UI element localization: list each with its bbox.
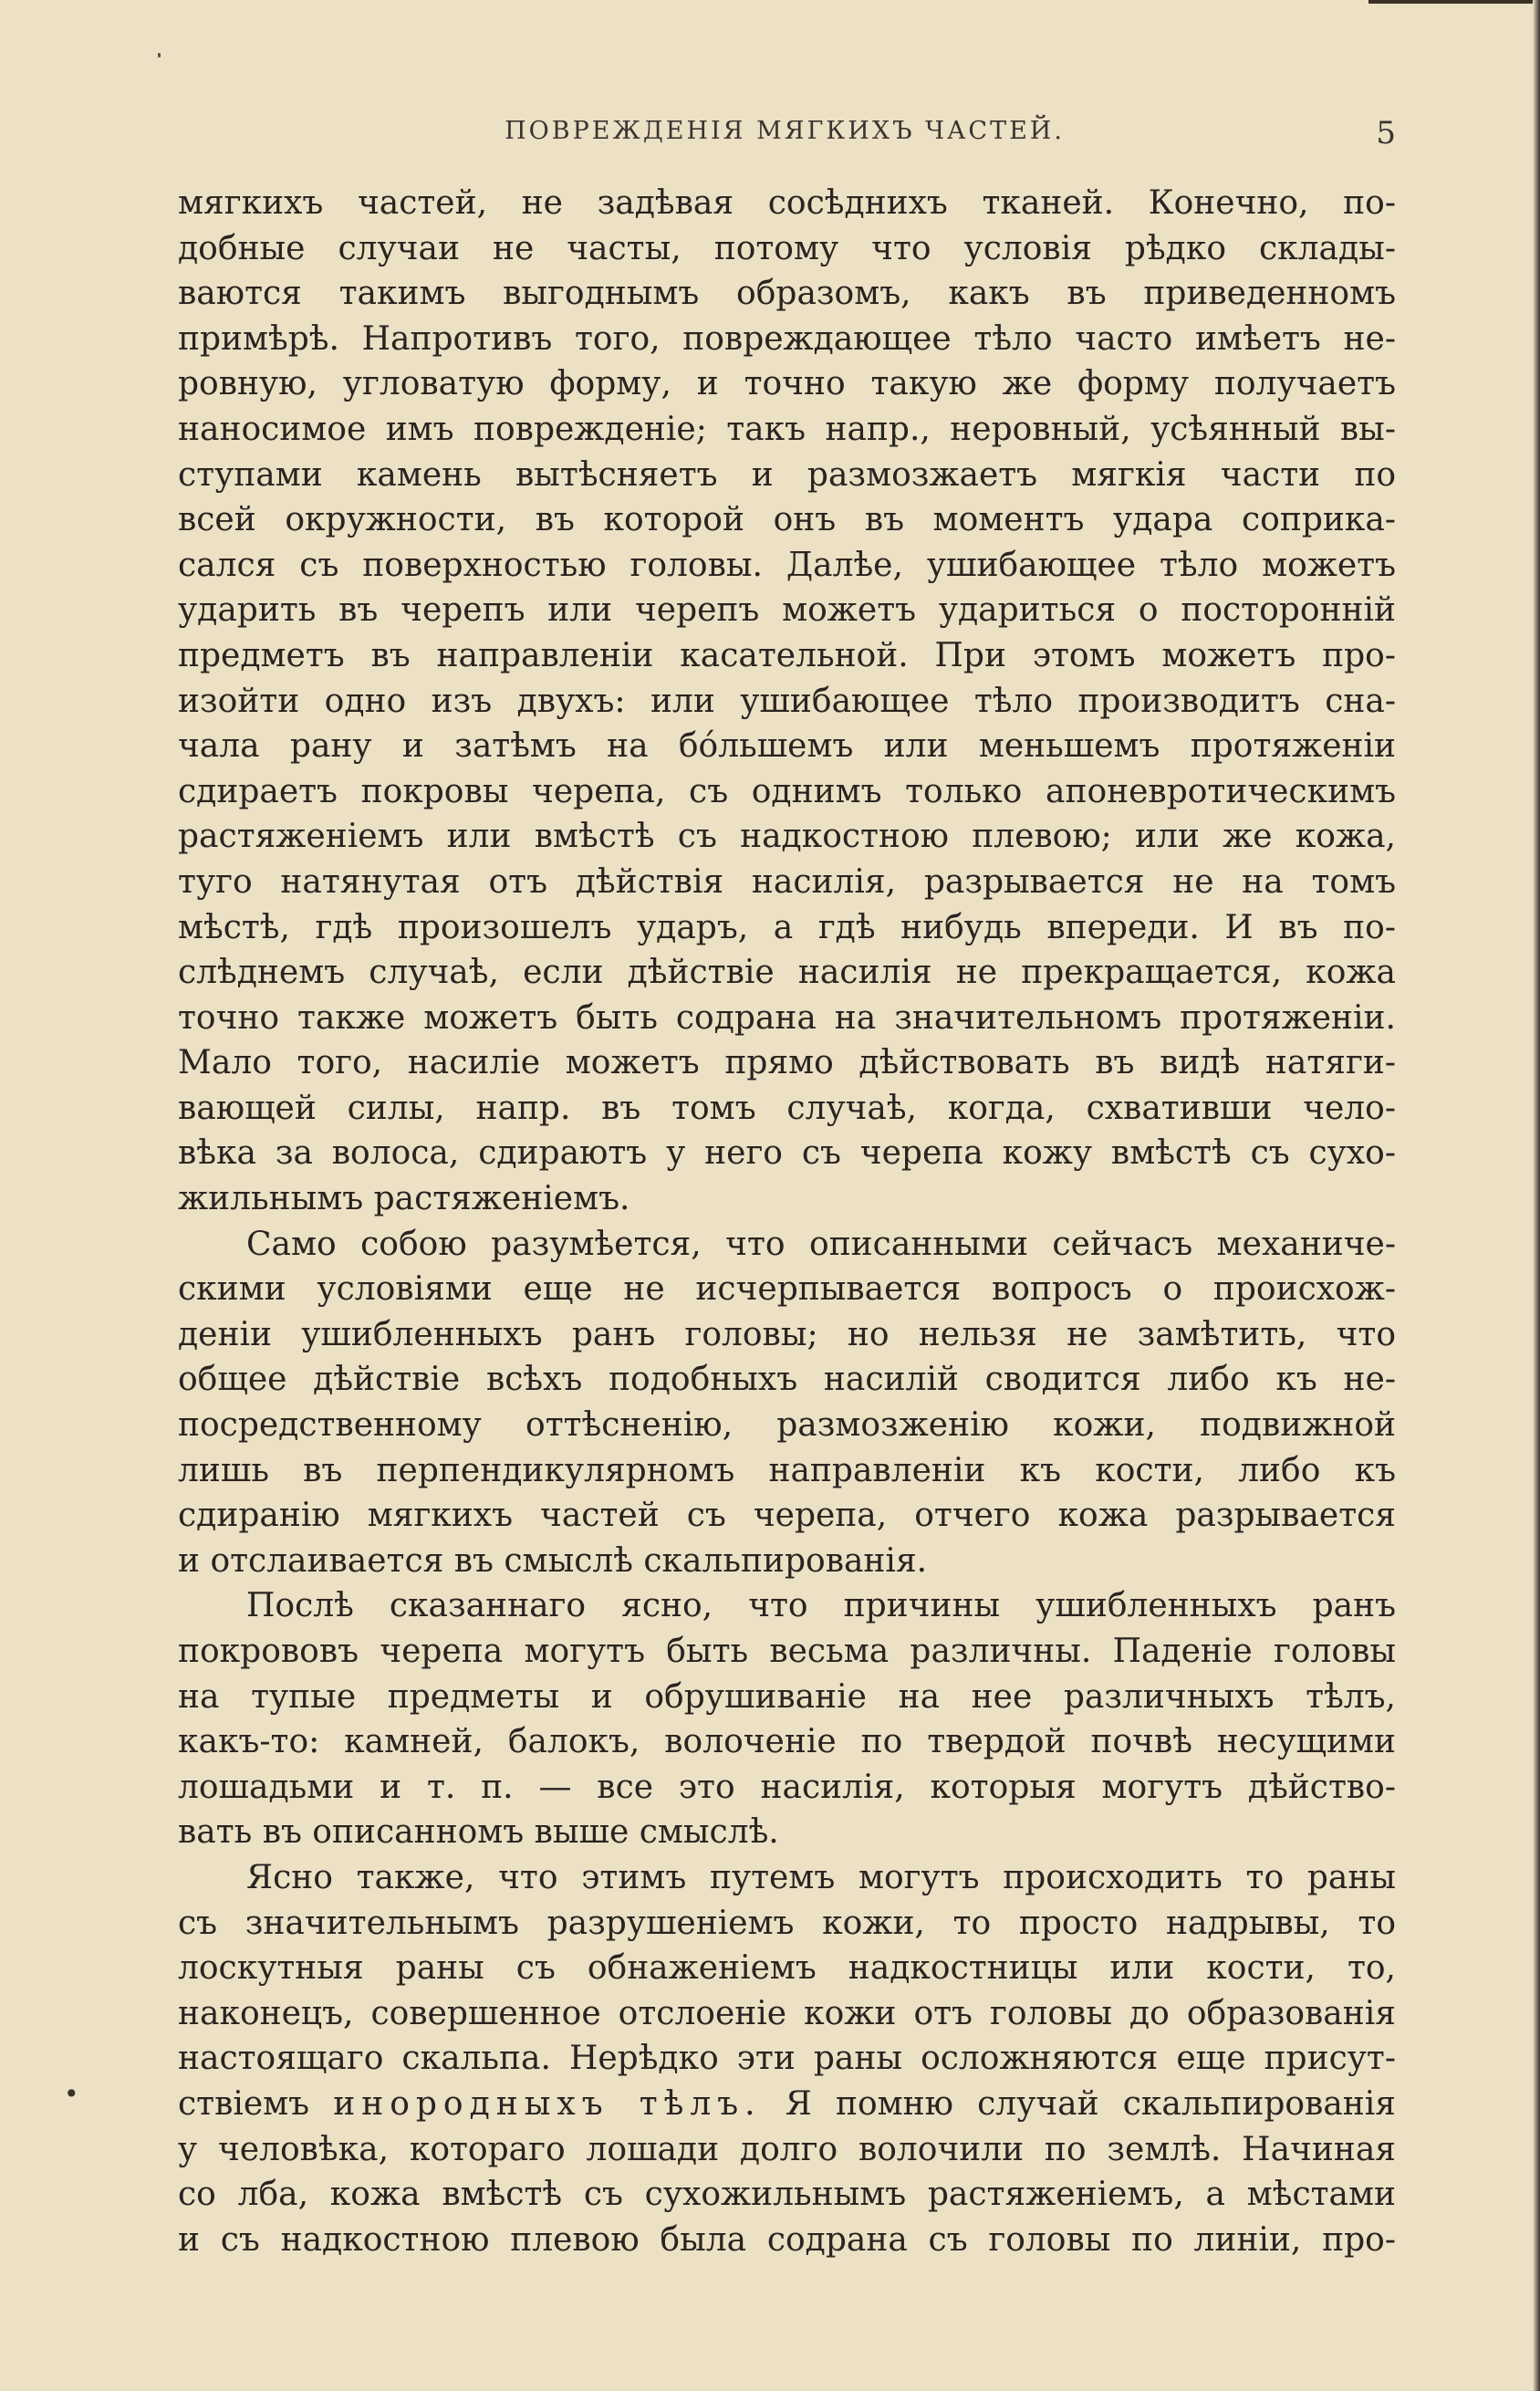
- text-line: ваются такимъ выгоднымъ образомъ, какъ въ приведенномъ: [178, 275, 1396, 313]
- text-line: скими условіями еще не исчерпывается вопросъ о происхож-: [178, 1270, 1396, 1309]
- text-line: сался съ поверхностью головы. Далѣе, ушибающее тѣло можетъ: [178, 546, 1396, 584]
- page-edge-right: [1533, 0, 1540, 2391]
- emphasized-phrase: инородныхъ тѣлъ.: [333, 2084, 762, 2123]
- text-line-with-emphasis: [178, 2082, 1396, 2127]
- paragraph-start-line: Ясно также, что этимъ путемъ могутъ происходить то раны: [246, 1858, 1396, 1896]
- text-line: со лба, кожа вмѣстѣ съ сухожильнымъ растяженіемъ, а мѣстами: [178, 2176, 1396, 2214]
- text-line: лошадьми и т. п. — все это насилія, которыя могутъ дѣйство-: [178, 1768, 1396, 1806]
- page-number: 5: [1376, 115, 1396, 151]
- paragraph-end-line: и отслаивается въ смыслѣ скальпированія.: [178, 1541, 928, 1580]
- text-line: на тупые предметы и обрушиваніе на нее различныхъ тѣлъ,: [178, 1677, 1396, 1716]
- text-line: деніи ушибленныхъ ранъ головы; но нельзя не замѣтить, что: [178, 1315, 1396, 1353]
- text-line: наносимое имъ поврежденіе; такъ напр., неровный, усѣянный вы-: [178, 410, 1396, 448]
- text-line: сдиранію мягкихъ частей съ черепа, отчего кожа разрывается: [178, 1497, 1396, 1535]
- text-line: покрововъ черепа могутъ быть весьма различны. Паденіе головы: [178, 1633, 1396, 1670]
- paragraph-end-line: вать въ описанномъ выше смыслѣ.: [178, 1813, 779, 1852]
- text-line: предметъ въ направленіи касательной. При этомъ можетъ про-: [178, 636, 1396, 674]
- text-line: у человѣка, котораго лошади долго волочили по землѣ. Начиная: [178, 2130, 1396, 2168]
- text-line: какъ-то: камней, балокъ, волоченіе по твердой почвѣ несущими: [178, 1723, 1396, 1761]
- body-text: [178, 181, 1396, 2262]
- text-line: наконецъ, совершенное отслоеніе кожи отъ головы до образованія: [178, 1994, 1396, 2032]
- text-line: слѣднемъ случаѣ, если дѣйствіе насилія не прекращается, кожа: [178, 954, 1396, 992]
- text-line: вѣка за волоса, сдираютъ у него съ черепа кожу вмѣстѣ съ сухо-: [178, 1134, 1396, 1173]
- page-header: [173, 117, 1396, 153]
- text-line: добные случаи не часты, потому что условія рѣдко склады-: [178, 229, 1396, 267]
- text-line: вающей силы, напр. въ томъ случаѣ, когда, схвативши чело-: [178, 1089, 1396, 1127]
- paragraph-start-line: Само собою разумѣется, что описанными сейчасъ механиче-: [246, 1225, 1396, 1263]
- ink-speck: [158, 53, 161, 57]
- page-edge-top: [1368, 0, 1540, 4]
- text-line: мѣстѣ, гдѣ произошелъ ударъ, а гдѣ нибудь впереди. И въ по-: [178, 908, 1396, 946]
- text-line: сдираетъ покровы черепа, съ однимъ только апоневротическимъ: [178, 772, 1396, 810]
- text-line: точно также можетъ быть содрана на значительномъ протяженіи.: [178, 998, 1396, 1037]
- text-line: и съ надкостною плевою была содрана съ головы по линіи, про-: [178, 2220, 1396, 2259]
- text-line: съ значительнымъ разрушеніемъ кожи, то просто надрывы, то: [178, 1904, 1396, 1942]
- text-line: настоящаго скальпа. Нерѣдко эти раны осложняются еще присут-: [178, 2040, 1396, 2078]
- text-line: лишь въ перпендикулярномъ направленіи къ кости, либо къ: [178, 1451, 1396, 1489]
- text-line: туго натянутая отъ дѣйствія насилія, разрывается не на томъ: [178, 862, 1396, 901]
- text-line: изойти одно изъ двухъ: или ушибающее тѣло производитъ сна-: [178, 682, 1396, 720]
- paragraph-start-line: Послѣ сказаннаго ясно, что причины ушибленныхъ ранъ: [246, 1587, 1396, 1625]
- paragraph-end-line: жильнымъ растяженіемъ.: [178, 1180, 630, 1218]
- line-start: ствіемъ: [178, 2084, 334, 2123]
- line-tail: Я помню случай скальпированія: [761, 2084, 1396, 2123]
- text-line: ударить въ черепъ или черепъ можетъ удариться о посторонній: [178, 591, 1396, 630]
- text-line: общее дѣйствіе всѣхъ подобныхъ насилій сводится либо къ не-: [178, 1361, 1396, 1399]
- text-line: растяженіемъ или вмѣстѣ съ надкостною плевою; или же кожа,: [178, 818, 1396, 856]
- text-line: примѣрѣ. Напротивъ того, повреждающее тѣло часто имѣетъ не-: [178, 319, 1396, 358]
- text-line: мягкихъ частей, не задѣвая сосѣднихъ тканей. Конечно, по-: [178, 184, 1396, 222]
- text-line: чала рану и затѣмъ на бóльшемъ или меньшемъ протяженіи: [178, 727, 1396, 766]
- margin-mark: •: [64, 2079, 79, 2109]
- text-line: Мало того, насиліе можетъ прямо дѣйствовать въ видѣ натяги-: [178, 1044, 1396, 1082]
- text-line: ровную, угловатую форму, и точно такую же форму получаетъ: [178, 365, 1396, 403]
- text-line: лоскутныя раны съ обнаженіемъ надкостницы или кости, то,: [178, 1949, 1396, 1988]
- running-title: ПОВРЕЖДЕНІЯ МЯГКИХЪ ЧАСТЕЙ.: [505, 117, 1065, 145]
- text-line: ступами камень вытѣсняетъ и размозжаетъ мягкія части по: [178, 455, 1396, 494]
- text-line: всей окружности, въ которой онъ въ моментъ удара соприка-: [178, 501, 1396, 539]
- text-line: посредственному оттѣсненію, размозженію кожи, подвижной: [178, 1406, 1396, 1445]
